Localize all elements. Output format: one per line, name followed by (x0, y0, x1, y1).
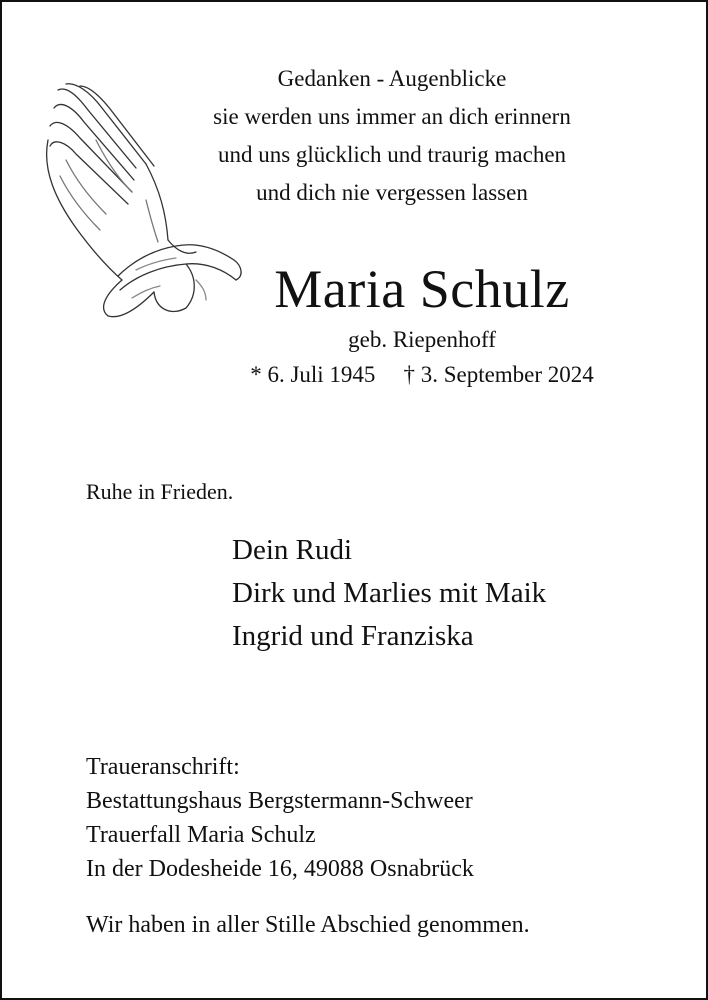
poem (112, 60, 672, 212)
poem-line: sie werden uns immer an dich erinnern (213, 104, 571, 129)
death-date: † 3. September 2024 (403, 362, 594, 387)
farewell-text: Ruhe in Frieden. (86, 479, 234, 504)
address-line: Traueranschrift: (86, 754, 240, 780)
poem-line: Gedanken - Augenblicke (277, 66, 507, 91)
family-member: Ingrid und Franziska (232, 620, 474, 652)
maiden-name: geb. Riepenhoff (348, 327, 496, 352)
address-line: Trauerfall Maria Schulz (86, 822, 316, 848)
closing-text: Wir haben in aller Stille Abschied genommen. (86, 912, 530, 938)
family-member: Dein Rudi (232, 534, 353, 566)
address-line: In der Dodesheide 16, 49088 Osnabrück (86, 856, 474, 882)
mourning-address (86, 750, 474, 886)
address-line: Bestattungshaus Bergstermann-Schweer (86, 788, 473, 814)
life-dates (162, 362, 682, 388)
birth-date: * 6. Juli 1945 (250, 362, 376, 387)
poem-line: und uns glücklich und traurig machen (217, 142, 567, 167)
family-member: Dirk und Marlies mit Maik (232, 577, 547, 609)
family-list (232, 529, 546, 658)
poem-line: und dich nie vergessen lassen (256, 180, 528, 205)
deceased-name: Maria Schulz (274, 259, 570, 319)
